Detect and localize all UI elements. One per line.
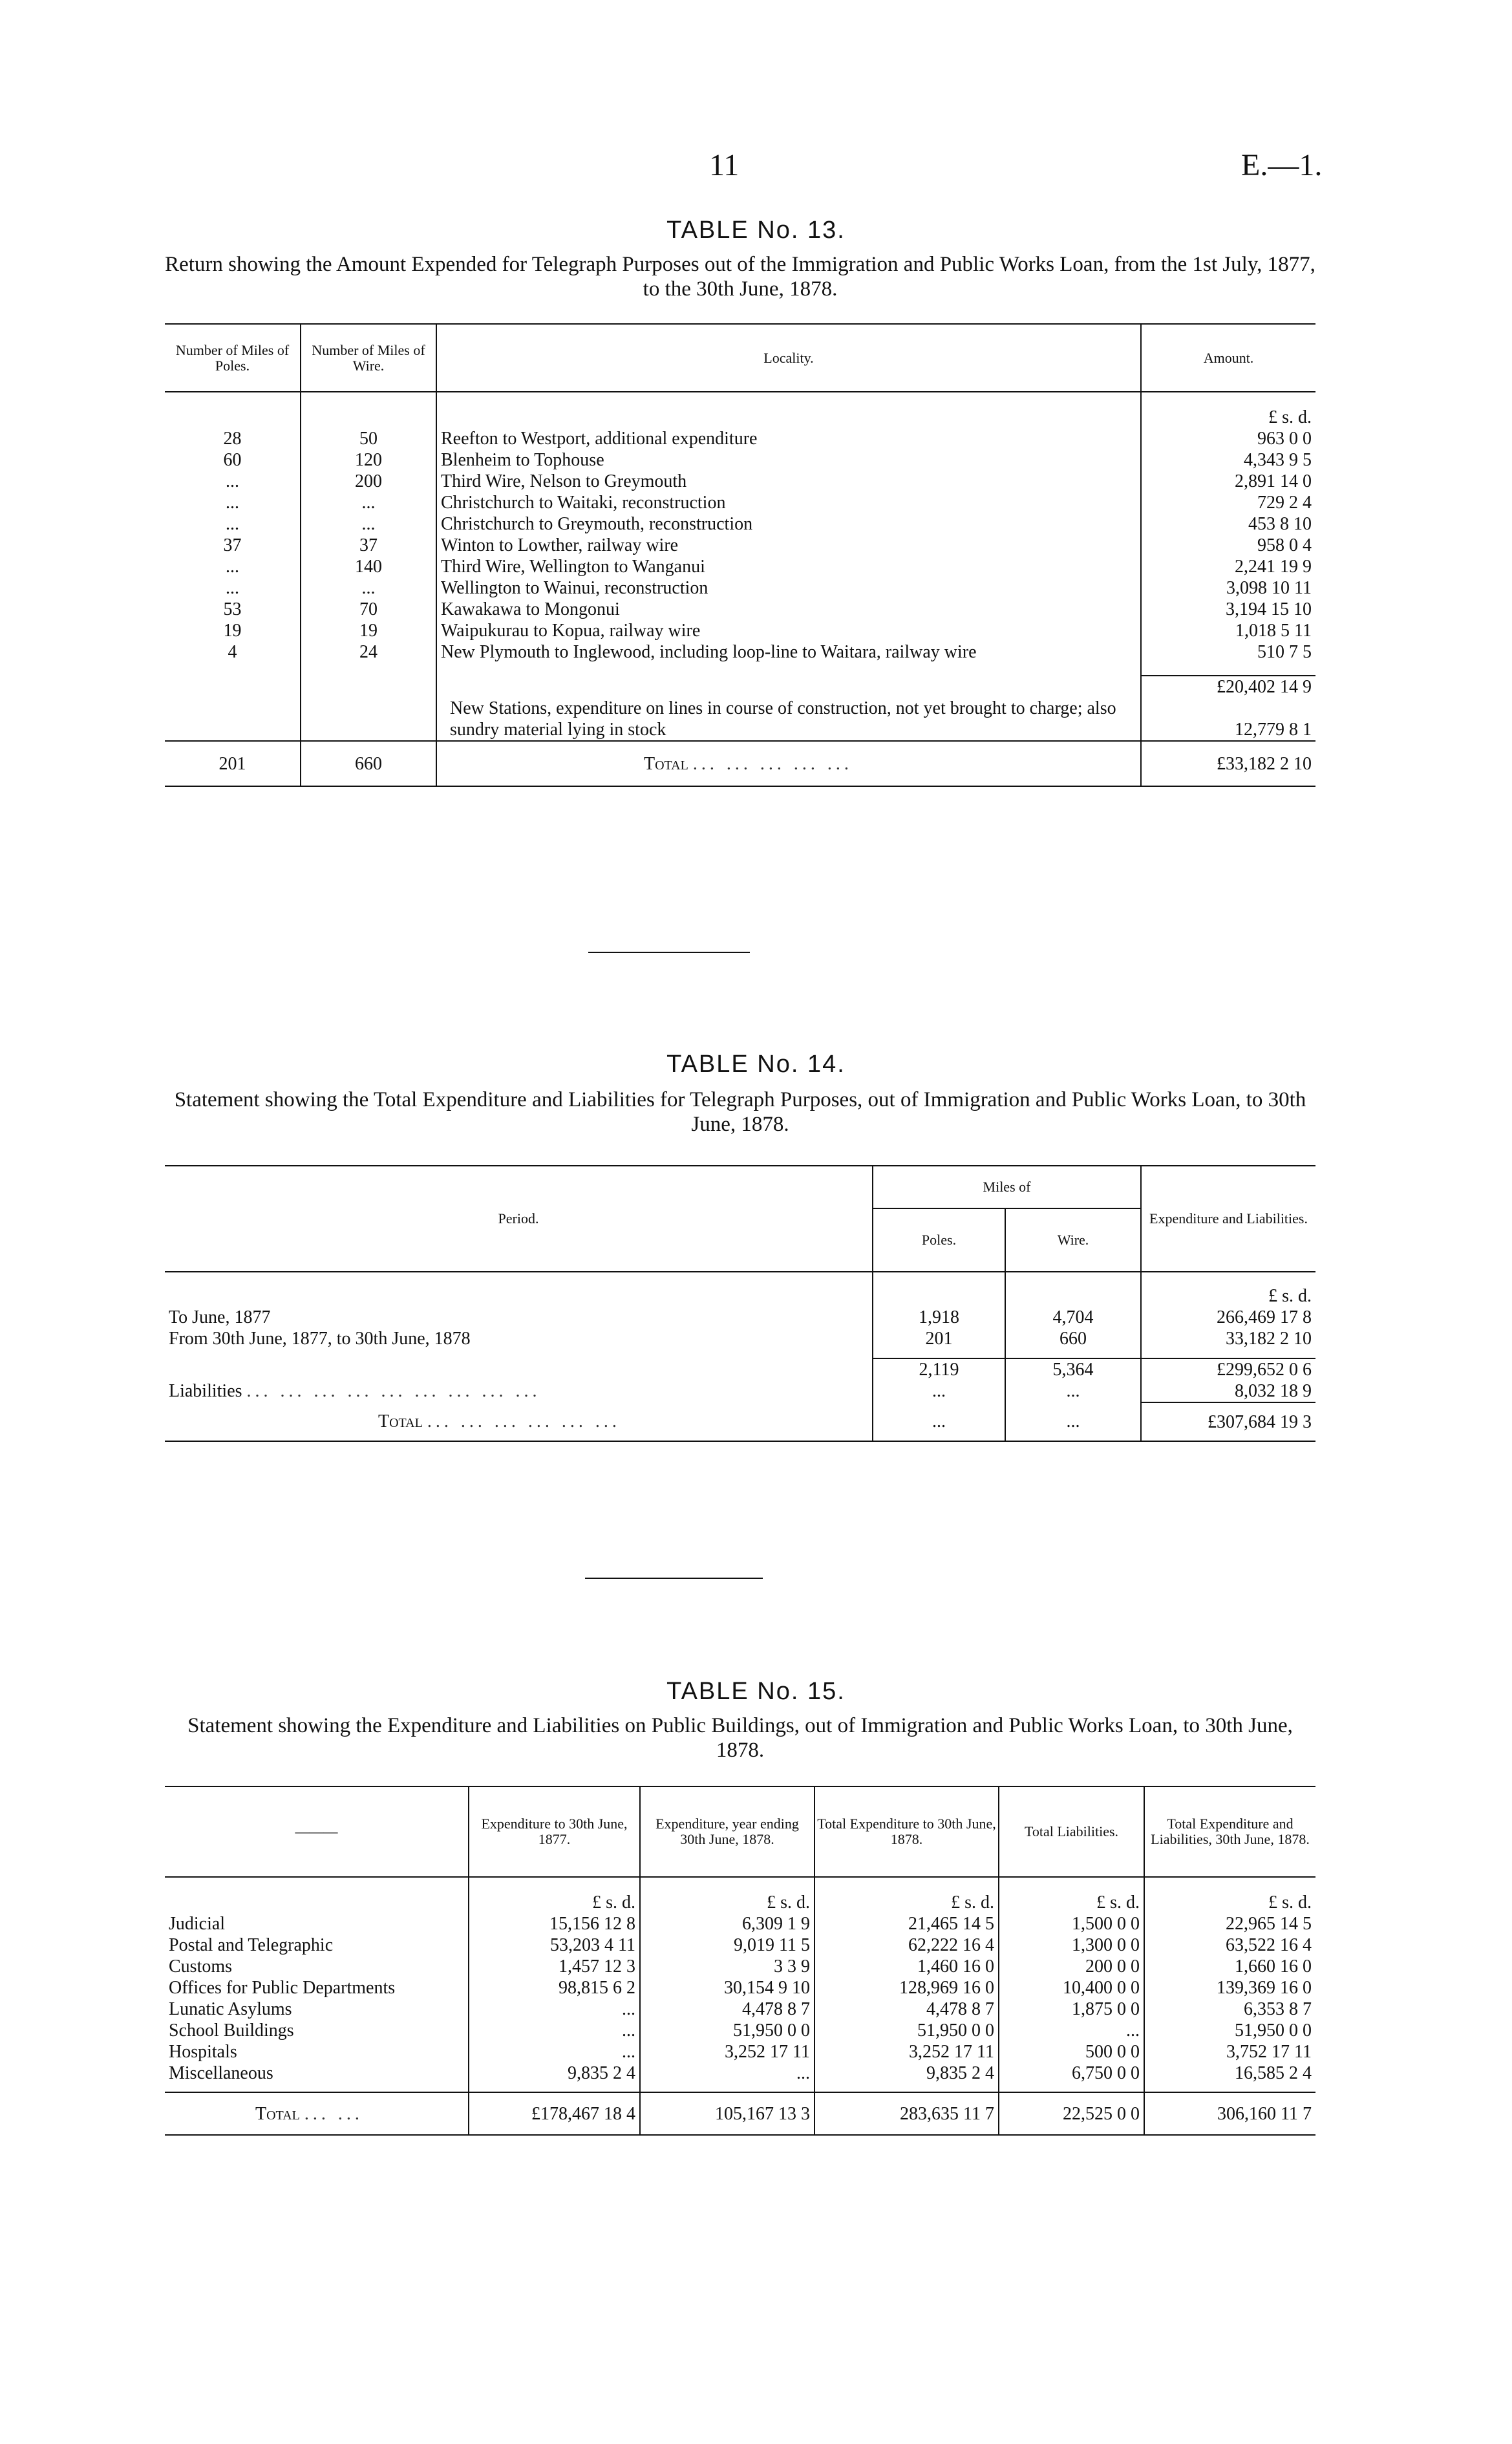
t15-total-c3: 283,635 11 7 <box>815 2092 999 2135</box>
t14-liabilities-poles: ... <box>873 1380 1005 1402</box>
t15-header-c3: Total Expenditure to 30th June, 1878. <box>815 1786 999 1877</box>
t13-header-amount: Amount. <box>1141 324 1315 392</box>
t13-total-label: Total <box>644 753 688 774</box>
t13-amount: 2,241 19 9 <box>1141 556 1315 577</box>
t15-c1: ... <box>469 2020 640 2041</box>
t13-locality: Wellington to Wainui, reconstruction <box>436 577 1141 599</box>
t14-header-expenditure: Expenditure and Liabilities. <box>1141 1166 1315 1272</box>
table-row <box>165 577 1315 599</box>
t15-c3: 62,222 16 4 <box>815 1935 999 1956</box>
t15-total-label: Total <box>255 2103 300 2124</box>
t15-header-c4: Total Liabilities. <box>999 1786 1144 1877</box>
t15-label: School Buildings <box>169 2021 294 2041</box>
t15-c4: 1,300 0 0 <box>999 1935 1144 1956</box>
t14-currency: £ s. d. <box>1141 1285 1315 1307</box>
t13-locality: Blenheim to Tophouse <box>436 449 1141 471</box>
t13-wire: 19 <box>301 620 436 641</box>
t13-wire: 24 <box>301 641 436 663</box>
t13-poles: ... <box>226 514 239 534</box>
t15-c3: 51,950 0 0 <box>815 2020 999 2041</box>
table-row <box>165 1935 1315 1956</box>
t13-locality: Kawakawa to Mongonui <box>436 599 1141 620</box>
table-row <box>165 2041 1315 2063</box>
t14-subtotal-poles: 2,119 <box>873 1358 1005 1380</box>
t13-amount: 3,098 10 11 <box>1141 577 1315 599</box>
t15-currency-c2: £ s. d. <box>640 1892 815 1913</box>
table-row <box>165 492 1315 513</box>
t13-poles: 53 <box>223 599 242 619</box>
table-row <box>165 1999 1315 2020</box>
t15-c2: 30,154 9 10 <box>640 1977 815 1999</box>
t15-c4: 500 0 0 <box>999 2041 1144 2063</box>
t15-label: Hospitals <box>169 2042 237 2062</box>
t15-c4: 6,750 0 0 <box>999 2063 1144 2084</box>
t15-c5: 139,369 16 0 <box>1144 1977 1315 1999</box>
t15-total-c1: £178,467 18 4 <box>469 2092 640 2135</box>
t14-header-miles-of: Miles of <box>873 1166 1141 1208</box>
table-row <box>165 2020 1315 2041</box>
t13-wire: ... <box>301 577 436 599</box>
t13-amount: 1,018 5 11 <box>1141 620 1315 641</box>
table14-title: TABLE No. 14. <box>666 1051 846 1078</box>
t15-header-c2: Expenditure, year ending 30th June, 1878. <box>640 1786 815 1877</box>
t15-c2: 4,478 8 7 <box>640 1999 815 2020</box>
t13-amount: 958 0 4 <box>1141 535 1315 556</box>
t15-label: Offices for Public Departments <box>169 1978 396 1998</box>
t13-amount: 510 7 5 <box>1141 641 1315 663</box>
t15-c1: 9,835 2 4 <box>469 2063 640 2084</box>
t13-subtotal: £20,402 14 9 <box>1141 676 1315 698</box>
t13-wire: ... <box>301 513 436 535</box>
t13-poles: ... <box>226 557 239 577</box>
t15-label: Customs <box>169 1956 233 1977</box>
t15-c5: 22,965 14 5 <box>1144 1913 1315 1935</box>
t13-locality: New Plymouth to Inglewood, including loop-line to Waitara, railway wire <box>436 641 1141 663</box>
t15-c1: ... <box>469 2041 640 2063</box>
t15-c5: 51,950 0 0 <box>1144 2020 1315 2041</box>
t13-poles: 4 <box>228 642 237 662</box>
t13-wire: 70 <box>301 599 436 620</box>
t15-c5: 6,353 8 7 <box>1144 1999 1315 2020</box>
t15-currency-c5: £ s. d. <box>1144 1892 1315 1913</box>
table-row <box>165 556 1315 577</box>
divider-2 <box>585 1578 763 1579</box>
table13: Number of Miles of Poles. Number of Miles of Wire. Locality. Amount. £ s. d. 28 50 Reefton to Westport, additional expenditure 963 0 0 60 120 Blenheim to Tophouse 4,343 9 5 ... 200 Third Wire, Nelson to Greymouth 2,891 14 0 ... ... Christchurch to Waitaki, reconstruction 729 2 4 ... ... Christchurch to Greymouth, reconstruction 453 8 10 37 37 Winton to Lowther, railway wire 958 0 4 ... 140 Third Wire, Wellington to Wanganui 2,241 19 9 ... ... Wellington to Wainui, reconstruction 3,098 10 11 53 70 Kawakawa to Mongonui 3,194 15 10 19 19 Waipukurau to Kopua, railway wire 1,018 5 11 4 24 New Plymouth to Inglewood, including loop-line to Waitara, railway wire 510 7 5 £20,402 14 9 New Stations, expenditure on lines in course of construction, not yet brought to charge; also sundry material lying in stock 12,779 8 1 201 660 Total ... ... ... ... ... £33,182 2 10 <box>165 323 1315 787</box>
t15-header-blank: ——— <box>295 1823 338 1839</box>
t14-liabilities-amount: 8,032 18 9 <box>1141 1380 1315 1402</box>
t13-locality: Christchurch to Waitaki, reconstruction <box>436 492 1141 513</box>
t15-label: Lunatic Asylums <box>169 1999 292 2019</box>
t15-header-c5: Total Expenditure and Liabilities, 30th June, 1878. <box>1144 1786 1315 1877</box>
t14-liabilities-label: Liabilities <box>169 1381 242 1401</box>
t15-c4: 1,500 0 0 <box>999 1913 1144 1935</box>
t14-header-wire: Wire. <box>1005 1208 1141 1272</box>
t15-currency-c4: £ s. d. <box>999 1892 1144 1913</box>
table-row <box>165 599 1315 620</box>
t14-total-poles: ... <box>873 1402 1005 1441</box>
t14-header-period: Period. <box>498 1210 539 1227</box>
t15-c2: 51,950 0 0 <box>640 2020 815 2041</box>
table-row <box>165 471 1315 492</box>
t14-amount: 266,469 17 8 <box>1141 1307 1315 1328</box>
t13-amount: 729 2 4 <box>1141 492 1315 513</box>
t13-poles: ... <box>226 578 239 598</box>
t13-wire: 50 <box>301 428 436 449</box>
t15-c5: 63,522 16 4 <box>1144 1935 1315 1956</box>
t15-c1: 53,203 4 11 <box>469 1935 640 1956</box>
t13-wire: 140 <box>301 556 436 577</box>
t13-wire: 200 <box>301 471 436 492</box>
t13-amount: 2,891 14 0 <box>1141 471 1315 492</box>
t13-locality: Reefton to Westport, additional expenditure <box>436 428 1141 449</box>
t14-header-poles: Poles. <box>873 1208 1005 1272</box>
t15-currency-c1: £ s. d. <box>469 1892 640 1913</box>
t15-c3: 1,460 16 0 <box>815 1956 999 1977</box>
t14-liabilities-wire: ... <box>1005 1380 1141 1402</box>
t14-period: From 30th June, 1877, to 30th June, 1878 <box>169 1329 471 1349</box>
t15-c2: ... <box>640 2063 815 2084</box>
t15-c5: 16,585 2 4 <box>1144 2063 1315 2084</box>
t15-c4: 200 0 0 <box>999 1956 1144 1977</box>
table14: Period. Miles of Expenditure and Liabilities. Poles. Wire. £ s. d. To June, 1877 1,918 4,704 266,469 17 8 From 30th June, 1877, to 30th June, 1878 201 660 33,182 2 10 2,119 5,364 £299,652 0 6 Liabilities ... ... ... ... ... ... ... ... ... ... ... 8,032 18 9 Total ... ... ... ... ... ... ... ... £307,684 19 3 <box>165 1165 1315 1442</box>
table-row <box>165 641 1315 663</box>
t14-wire: 4,704 <box>1005 1307 1141 1328</box>
t14-total-label: Total <box>378 1411 423 1431</box>
t14-wire: 660 <box>1005 1328 1141 1349</box>
t15-c1: ... <box>469 1999 640 2020</box>
table13-description: Return showing the Amount Expended for Telegraph Purposes out of the Immigration and Public Works Loan, from the 1st July, 1877, to the 30th June, 1878. <box>165 253 1315 301</box>
t15-c2: 9,019 11 5 <box>640 1935 815 1956</box>
t13-locality: Waipukurau to Kopua, railway wire <box>436 620 1141 641</box>
table-row <box>165 1328 1315 1349</box>
t15-label: Judicial <box>169 1914 226 1934</box>
t13-wire: 37 <box>301 535 436 556</box>
t13-header-locality: Locality. <box>436 324 1141 392</box>
table13-title: TABLE No. 13. <box>666 217 846 244</box>
table-row <box>165 1307 1315 1328</box>
t13-new-stations-amount: 12,779 8 1 <box>1141 698 1315 741</box>
t15-c3: 9,835 2 4 <box>815 2063 999 2084</box>
table15-title: TABLE No. 15. <box>666 1678 846 1705</box>
t15-header-c1: Expenditure to 30th June, 1877. <box>469 1786 640 1877</box>
t15-label: Miscellaneous <box>169 2063 273 2083</box>
table-row <box>165 513 1315 535</box>
divider <box>588 952 750 953</box>
t13-header-wire: Number of Miles of Wire. <box>301 324 436 392</box>
t13-locality: Winton to Lowther, railway wire <box>436 535 1141 556</box>
document-code: E.—1. <box>1241 148 1323 182</box>
page-number: 11 <box>709 148 740 182</box>
t14-poles: 201 <box>873 1328 1005 1349</box>
t15-currency-c3: £ s. d. <box>815 1892 999 1913</box>
t15-total-c5: 306,160 11 7 <box>1144 2092 1315 2135</box>
table15: ——— Expenditure to 30th June, 1877. Expenditure, year ending 30th June, 1878. Total Expenditure to 30th June, 1878. Total Liabilities. Total Expenditure and Liabilities, 30th June, 1878. £ s. d. £ s. d. £ s. d. £ s. d. £ s. d. Judicial 15,156 12 8 6,309 1 9 21,465 14 5 1,500 0 0 22,965 14 5 Postal and Telegraphic 53,203 4 11 9,019 11 5 62,222 16 4 1,300 0 0 63,522 16 4 Customs 1,457 12 3 3 3 9 1,460 16 0 200 0 0 1,660 16 0 Offices for Public Departments 98,815 6 2 30,154 9 10 128,969 16 0 10,400 0 0 139,369 16 0 Lunatic Asylums ... 4,478 8 7 4,478 8 7 1,875 0 0 6,353 8 7 School Buildings ... 51,950 0 0 51,950 0 0 ... 51,950 0 0 Hospitals ... 3,252 17 11 3,252 17 11 500 0 0 3,752 17 11 Miscellaneous 9,835 2 4 ... 9,835 2 4 6,750 0 0 16,585 2 4 Total ... ... £178,467 18 4 105,167 13 3 283,635 11 7 22,525 0 0 306,160 11 7 <box>165 1786 1315 2136</box>
t14-subtotal-wire: 5,364 <box>1005 1358 1141 1380</box>
t15-c3: 4,478 8 7 <box>815 1999 999 2020</box>
t15-c2: 3 3 9 <box>640 1956 815 1977</box>
t13-total-amount: £33,182 2 10 <box>1141 741 1315 786</box>
t13-amount: 4,343 9 5 <box>1141 449 1315 471</box>
t15-c1: 15,156 12 8 <box>469 1913 640 1935</box>
t13-wire: 120 <box>301 449 436 471</box>
table-row <box>165 1977 1315 1999</box>
table-row <box>165 1956 1315 1977</box>
t15-c2: 6,309 1 9 <box>640 1913 815 1935</box>
t14-period: To June, 1877 <box>169 1307 271 1327</box>
t15-c1: 1,457 12 3 <box>469 1956 640 1977</box>
t14-total-amount: £307,684 19 3 <box>1141 1402 1315 1441</box>
t15-c2: 3,252 17 11 <box>640 2041 815 2063</box>
table-row <box>165 620 1315 641</box>
t15-total-c4: 22,525 0 0 <box>999 2092 1144 2135</box>
table14-description: Statement showing the Total Expenditure and Liabilities for Telegraph Purposes, out of Immigration and Public Works Loan, to 30th June, 1878. <box>174 1088 1306 1136</box>
t15-label: Postal and Telegraphic <box>169 1935 334 1955</box>
t14-total-wire: ... <box>1005 1402 1141 1441</box>
t14-subtotal-amount: £299,652 0 6 <box>1141 1358 1315 1380</box>
table-row <box>165 449 1315 471</box>
t15-c1: 98,815 6 2 <box>469 1977 640 1999</box>
t13-new-stations: New Stations, expenditure on lines in course of construction, not yet brought to charge; also sundry material lying in stock <box>436 698 1141 741</box>
table-row <box>165 428 1315 449</box>
t13-poles: 60 <box>223 450 242 470</box>
t15-c4: 1,875 0 0 <box>999 1999 1144 2020</box>
t15-c3: 3,252 17 11 <box>815 2041 999 2063</box>
t13-header-poles: Number of Miles of Poles. <box>175 341 290 374</box>
t15-c5: 1,660 16 0 <box>1144 1956 1315 1977</box>
t15-c3: 21,465 14 5 <box>815 1913 999 1935</box>
t15-c4: 10,400 0 0 <box>999 1977 1144 1999</box>
t13-currency: £ s. d. <box>1141 407 1315 428</box>
t13-poles: ... <box>226 471 239 491</box>
t15-total-c2: 105,167 13 3 <box>640 2092 815 2135</box>
t14-amount: 33,182 2 10 <box>1141 1328 1315 1349</box>
t13-amount: 963 0 0 <box>1141 428 1315 449</box>
table-row <box>165 2063 1315 2084</box>
t13-locality: Third Wire, Nelson to Greymouth <box>436 471 1141 492</box>
t13-poles: 19 <box>223 621 242 641</box>
t13-locality: Christchurch to Greymouth, reconstruction <box>436 513 1141 535</box>
t15-c4: ... <box>999 2020 1144 2041</box>
t13-poles: ... <box>226 493 239 513</box>
table-row <box>165 1913 1315 1935</box>
t13-poles: 37 <box>223 535 242 555</box>
t13-total-poles: 201 <box>218 753 246 774</box>
t13-locality: Third Wire, Wellington to Wanganui <box>436 556 1141 577</box>
table15-description: Statement showing the Expenditure and Liabilities on Public Buildings, out of Immigration and Public Works Loan, to 30th June, 1878. <box>187 1714 1293 1762</box>
t13-wire: ... <box>301 492 436 513</box>
t15-c3: 128,969 16 0 <box>815 1977 999 1999</box>
t13-amount: 453 8 10 <box>1141 513 1315 535</box>
t15-c5: 3,752 17 11 <box>1144 2041 1315 2063</box>
table-row <box>165 535 1315 556</box>
t13-total-wire: 660 <box>301 741 436 786</box>
t14-poles: 1,918 <box>873 1307 1005 1328</box>
t13-amount: 3,194 15 10 <box>1141 599 1315 620</box>
t13-poles: 28 <box>223 429 242 449</box>
